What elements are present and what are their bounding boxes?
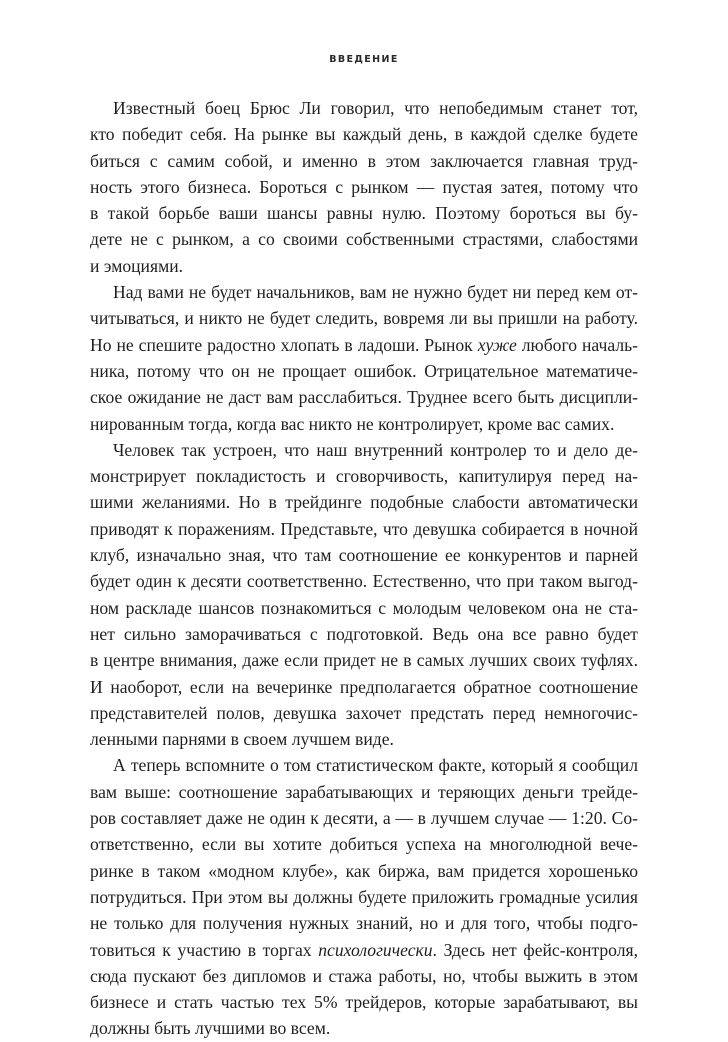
text-line: дете не с рынком, а со своими собственными страстями, слабостями [90, 229, 638, 250]
text-line: кто победит себя. На рынке вы каждый день, в каждой сделке будете [90, 124, 638, 145]
text-line: ров составляет даже не один к десяти, а — в лучшем случае — 1:20. Со- [90, 808, 638, 829]
emphasis-text: психологически [318, 939, 433, 960]
text-line: шими желаниями. Но в трейдинге подобные слабости автоматически [90, 492, 638, 513]
text-line: ское ожидание не даст вам расслабиться. Труднее всего быть дисципли- [90, 387, 638, 408]
text-line: не только для получения нужных знаний, но и для того, чтобы подго- [90, 913, 638, 934]
text-line: нет сильно заморачиваться с подготовкой. Ведь она все равно будет [90, 623, 638, 644]
text-line: Человек так устроен, что наш внутренний контролер то и дело де- [113, 439, 638, 460]
running-header: ВВЕДЕНИЕ [329, 54, 399, 65]
text-line: в такой борьбе ваши шансы равны нулю. Поэтому бороться вы бу- [90, 203, 638, 224]
text-line: клуб, изначально зная, что там соотношение ее конкурентов и парней [90, 545, 638, 566]
text-line: ответственно, если вы хотите добиться успеха на многолюдной вече- [90, 834, 638, 855]
text-line: и эмоциями. [90, 255, 184, 276]
text-line: вам выше: соотношение зарабатывающих и теряющих деньги трейде- [90, 781, 638, 802]
text-line: бизнесе и стать частью тех 5% трейдеров, которые зарабатывают, вы [90, 992, 638, 1013]
emphasis-text: хуже [477, 334, 517, 355]
text-line: должны быть лучшими во всем. [90, 1018, 331, 1039]
paragraph-2 [90, 279, 638, 437]
text-line: в центре внимания, даже если придет не в самых лучших своих туфлях. [90, 650, 638, 671]
text-line: ника, потому что он не прощает ошибок. Отрицательное математиче- [90, 360, 638, 381]
text-run: . Здесь нет фейс-контроля, [432, 939, 639, 960]
text-run: товиться к участию в торгах [90, 939, 319, 960]
text-line: Над вами не будет начальников, вам не нужно будет ни перед кем от- [113, 282, 638, 303]
text-line: биться с самим собой, и именно в этом заключается главная труд- [90, 150, 638, 171]
text-line: ленными парнями в своем лучшем виде. [90, 729, 394, 750]
text-line-with-emphasis [90, 937, 638, 963]
text-run: любого началь- [516, 334, 638, 355]
text-line: будет один к десяти соответственно. Естественно, что при таком выгод- [90, 571, 638, 592]
text-line: ринке в таком «модном клубе», как биржа, вам придется хорошенько [90, 860, 638, 881]
text-line: ном раскладе шансов познакомиться с молодым человеком она не ста- [90, 597, 638, 618]
text-line: читываться, и никто не будет следить, вовремя ли вы пришли на работу. [90, 308, 638, 329]
text-line: представителей полов, девушка захочет предстать перед немногочис- [90, 702, 638, 723]
text-line: потрудиться. При этом вы должны будете приложить громадные усилия [90, 886, 638, 907]
text-line: ность этого бизнеса. Бороться с рынком — пустая затея, потому что [90, 176, 638, 197]
text-line: И наоборот, если на вечеринке предполагается обратное соотношение [90, 676, 638, 697]
text-line: А теперь вспомните о том статистическом факте, который я сообщил [113, 755, 638, 776]
text-line: сюда пускают без дипломов и стажа работы, но, чтобы выжить в этом [90, 965, 638, 986]
paragraph-1 [90, 95, 638, 279]
text-line: приводят к поражениям. Представьте, что девушка собирается в ночной [90, 518, 638, 539]
text-run: Но не спешите радостно хлопать в ладоши. Рынок [90, 334, 478, 355]
text-line: нированным тогда, когда вас никто не контролирует, кроме вас самих. [90, 413, 615, 434]
text-line: монстрирует покладистость и сговорчивость, капитулируя перед на- [90, 466, 638, 487]
text-line-with-emphasis [90, 332, 638, 358]
text-line: Известный боец Брюс Ли говорил, что непобедимым станет тот, [113, 98, 638, 118]
paragraph-3 [90, 437, 638, 753]
paragraph-4 [90, 752, 638, 1041]
body-text [90, 95, 638, 1042]
